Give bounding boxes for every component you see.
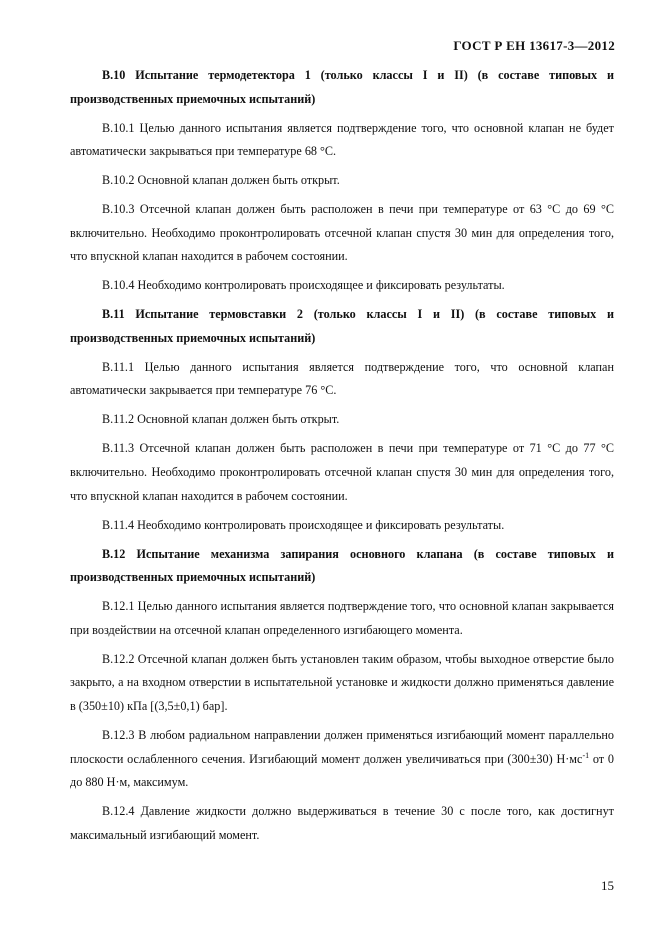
page-number: 15 bbox=[601, 878, 614, 893]
section-heading-b12: В.12 Испытание механизма запирания основного клапана (в составе типовых и производственных приемочных испытаний) bbox=[70, 546, 614, 585]
section-heading-b10: В.10 Испытание термодетектора 1 (только классы I и II) (в составе типовых и производственных приемочных испытаний) bbox=[70, 68, 614, 106]
paragraph-b12-3-main: В.12.3 В любом радиальном направлении должен применяться изгибающий момент параллельно плоскости ослабленного сечения. Изгибающий момент должен увеличиваться при (300±30) Н·мс bbox=[70, 727, 614, 766]
section-heading-b11: В.11 Испытание термовставки 2 (только классы I и II) (в составе типовых и производственных приемочных испытаний) bbox=[70, 307, 614, 345]
unit-exponent: -1 bbox=[582, 750, 590, 760]
paragraph-b11-2: В.11.2 Основной клапан должен быть открыт. bbox=[102, 412, 340, 427]
paragraph-b11-4: В.11.4 Необходимо контролировать происходящее и фиксировать результаты. bbox=[102, 517, 505, 532]
paragraph-b12-3-tail: от 0 до 880 Н·м, максимум. bbox=[70, 751, 614, 790]
paragraph-b12-1: В.12.1 Целью данного испытания является подтверждение того, что основной клапан закрывается при воздействии на отсечной клапан определенного изгибающего момента. bbox=[70, 599, 614, 637]
document-body bbox=[70, 64, 614, 853]
paragraph-b12-2: В.12.2 Отсечной клапан должен быть установлен таким образом, чтобы выходное отверстие было закрыто, а на входном отверстии в испытательной установке и жидкости должно применяться давление в (350±10) кПа [(3,5±0,1) бар]. bbox=[70, 651, 614, 713]
document-id-header: ГОСТ Р ЕН 13617-3—2012 bbox=[453, 38, 615, 53]
paragraph-b10-2: В.10.2 Основной клапан должен быть открыт. bbox=[102, 173, 340, 188]
paragraph-b12-3 bbox=[70, 724, 614, 795]
paragraph-b10-4: В.10.4 Необходимо контролировать происходящее и фиксировать результаты. bbox=[102, 278, 505, 293]
paragraph-b11-1: В.11.1 Целью данного испытания является подтверждение того, что основной клапан автоматически закрывается при температуре 76 °С. bbox=[70, 359, 614, 398]
paragraph-b12-4: В.12.4 Давление жидкости должно выдерживаться в течение 30 с после того, как достигнут максимальный изгибающий момент. bbox=[70, 804, 614, 842]
paragraph-b11-3: В.11.3 Отсечной клапан должен быть расположен в печи при температуре от 71 °С до 77 °С включительно. Необходимо проконтролировать отсечной клапан спустя 30 мин для определения того, что впускной клапан находится в рабочем состоянии. bbox=[70, 441, 614, 503]
paragraph-b10-1: В.10.1 Целью данного испытания является подтверждение того, что основной клапан не будет автоматически закрываться при температуре 68 °С. bbox=[70, 120, 614, 159]
paragraph-b10-3: В.10.3 Отсечной клапан должен быть расположен в печи при температуре от 63 °С до 69 °С включительно. Необходимо проконтролировать отсечной клапан спустя 30 мин для определения того, что впускной клапан находится в рабочем состоянии. bbox=[70, 202, 614, 264]
